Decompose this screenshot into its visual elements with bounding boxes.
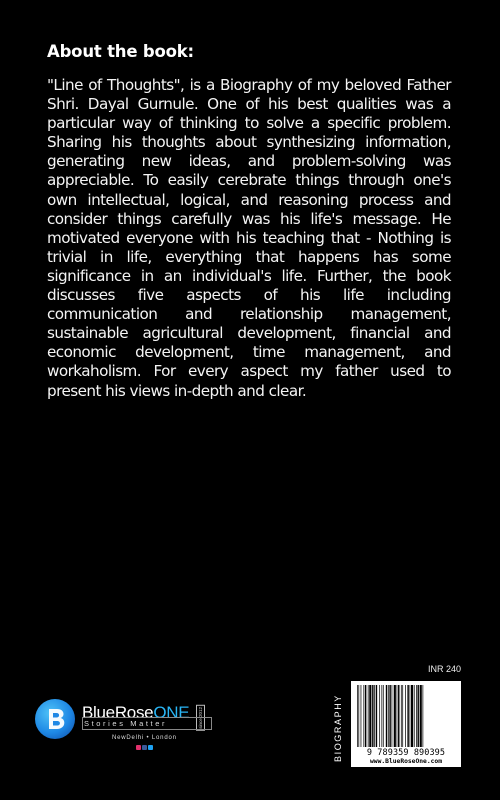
since-badge: since 2012	[198, 707, 203, 729]
facebook-icon	[142, 745, 147, 750]
twitter-icon	[148, 745, 153, 750]
barcode-bars	[357, 685, 455, 747]
publisher-locations: NewDelhi • London	[112, 735, 177, 741]
brand-main: BlueRose	[82, 703, 154, 722]
publisher-tagline: Stories Matter	[84, 719, 168, 728]
price-label: INR 240	[428, 664, 462, 674]
genre-label: BIOGRAPHY	[333, 694, 343, 762]
publisher-website: www.BlueRoseOne.com	[369, 758, 443, 765]
social-icons	[136, 745, 154, 752]
brand-accent: ONE	[153, 703, 190, 722]
about-heading: About the book:	[47, 42, 194, 61]
instagram-icon	[136, 745, 141, 750]
isbn-number: 9 789359 890395	[366, 748, 446, 758]
book-blurb: "Line of Thoughts", is a Biography of my beloved Father Shri. Dayal Gurnule. One of his best qualities was a particular way of thinking to solve a specific problem. Sharing his thoughts about synthesizing information, generating new ideas, and problem-solving was appreciable. To easily cerebrate things through one's own intellectual, logical, and reasoning process and consider things carefully was his life's message. He motivated everyone with his teaching that - Nothing is trivial in life, everything that happens has some significance in an individual's life. Further, the book discusses five aspects of his life including communication and relationship management, sustainable agricultural development, financial and economic development, time management, and workaholism. For every aspect my father used to present his views in-depth and clear.	[47, 76, 451, 400]
bluerose-b-logo-icon	[35, 699, 75, 739]
